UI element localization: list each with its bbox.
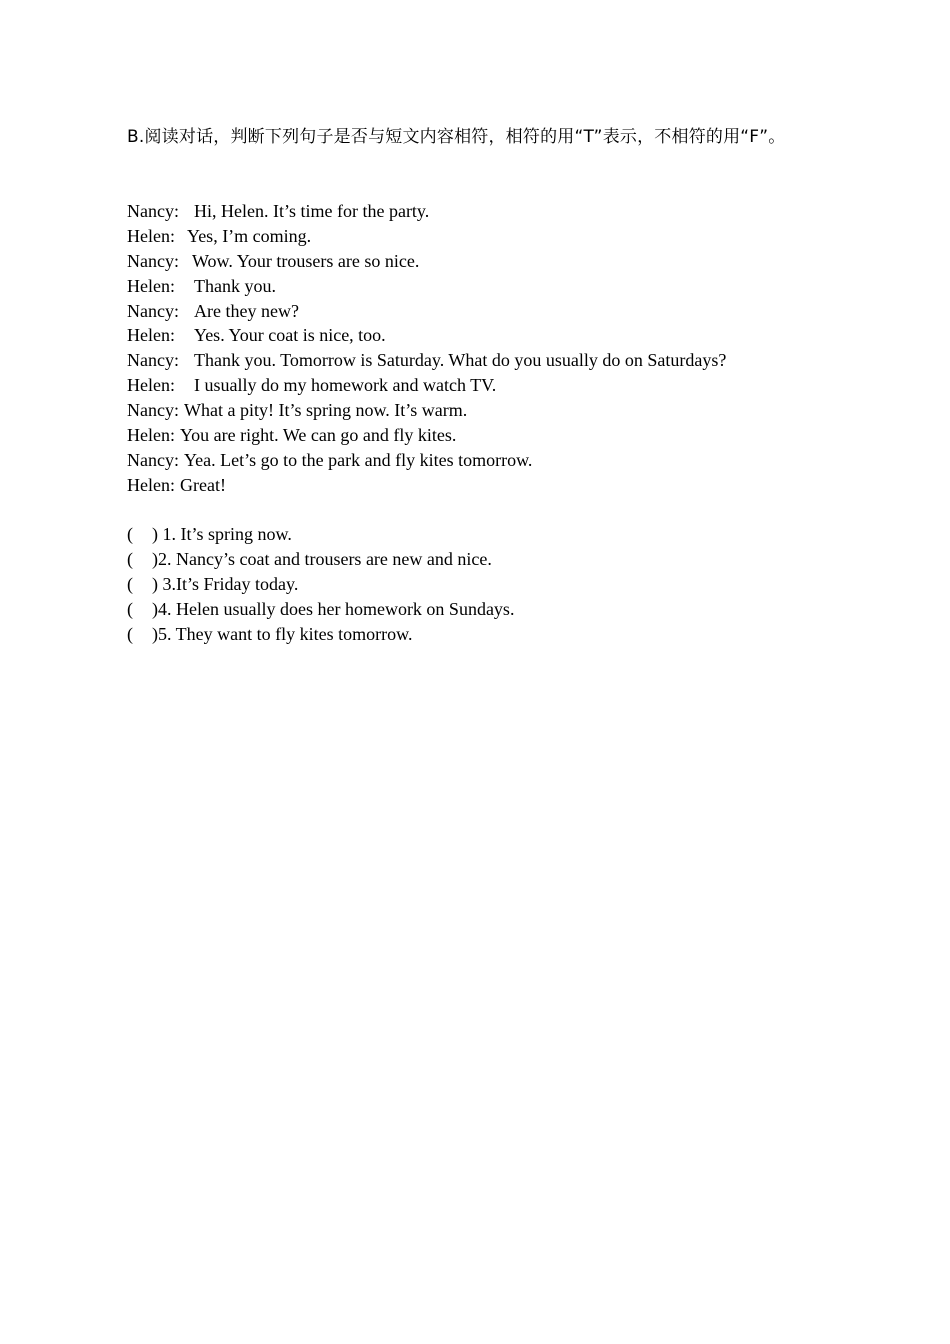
dialogue-line: [127, 348, 827, 373]
speaker-name: Nancy:: [127, 201, 179, 221]
dialogue-line: [127, 473, 827, 498]
answer-blank-open: (: [127, 548, 133, 569]
speaker-name: Nancy:: [127, 449, 179, 470]
dialogue-line: [127, 423, 827, 448]
question-item: [127, 522, 827, 547]
question-text: 3.It’s Friday today.: [158, 573, 299, 594]
speaker-name: Nancy:: [127, 400, 179, 421]
answer-blank-close: ): [152, 548, 158, 569]
question-item: [127, 547, 827, 572]
dialogue-text: Yes, I’m coming.: [187, 225, 312, 246]
dialogue-line: [127, 224, 827, 249]
dialogue-text: Yes. Your coat is nice, too.: [194, 325, 386, 346]
dialogue-line: [127, 398, 827, 423]
dialogue-text: Thank you. Tomorrow is Saturday. What do you usually do on Saturdays?: [194, 350, 727, 371]
question-text: 2. Nancy’s coat and trousers are new and nice.: [158, 548, 492, 569]
speaker-name: Helen:: [127, 225, 175, 246]
answer-blank-open: (: [127, 598, 133, 619]
dialogue-line: [127, 249, 827, 274]
speaker-name: Helen:: [127, 275, 175, 296]
question-text: 1. It’s spring now.: [158, 524, 292, 544]
dialogue-line: [127, 274, 827, 299]
dialogue-line: [127, 299, 827, 324]
dialogue-line: [127, 323, 827, 348]
dialogue-text: Hi, Helen. It’s time for the party.: [194, 201, 430, 221]
dialogue-line: [127, 373, 827, 398]
answer-blank-close: ): [152, 623, 158, 644]
answer-blank-close: ): [152, 524, 158, 544]
answer-blank-open: (: [127, 623, 133, 644]
dialogue-text: Thank you.: [194, 275, 276, 296]
dialogue-text: You are right. We can go and fly kites.: [179, 425, 457, 446]
speaker-name: Helen:: [127, 425, 175, 446]
speaker-name: Helen:: [127, 474, 175, 495]
answer-blank-open: (: [127, 524, 133, 544]
question-text: 4. Helen usually does her homework on Sundays.: [158, 598, 515, 619]
question-item: [127, 622, 827, 647]
dialogue-text: Yea. Let’s go to the park and fly kites tomorrow.: [183, 449, 533, 470]
dialogue: [127, 199, 827, 498]
speaker-name: Helen:: [127, 375, 175, 396]
speaker-name: Helen:: [127, 325, 175, 346]
dialogue-text: I usually do my homework and watch TV.: [194, 375, 497, 396]
dialogue-text: Wow. Your trousers are so nice.: [192, 250, 420, 271]
dialogue-text: Great!: [179, 474, 226, 495]
answer-blank-open: (: [127, 573, 133, 594]
exercise-instruction: B.阅读对话，判断下列句子是否与短文内容相符，相符的用“T”表示，不相符的用“F”。: [127, 127, 786, 147]
question-item: [127, 572, 827, 597]
speaker-name: Nancy:: [127, 250, 179, 271]
dialogue-text: What a pity! It’s spring now. It’s warm.: [183, 400, 468, 421]
dialogue-text: Are they new?: [194, 300, 299, 321]
speaker-name: Nancy:: [127, 300, 179, 321]
speaker-name: Nancy:: [127, 350, 179, 371]
answer-blank-close: ): [152, 598, 158, 619]
dialogue-line: [127, 448, 827, 473]
question-item: [127, 597, 827, 622]
answer-blank-close: ): [152, 573, 158, 594]
dialogue-line: [127, 199, 827, 224]
true-false-questions: [127, 522, 827, 646]
question-text: 5. They want to fly kites tomorrow.: [158, 623, 413, 644]
